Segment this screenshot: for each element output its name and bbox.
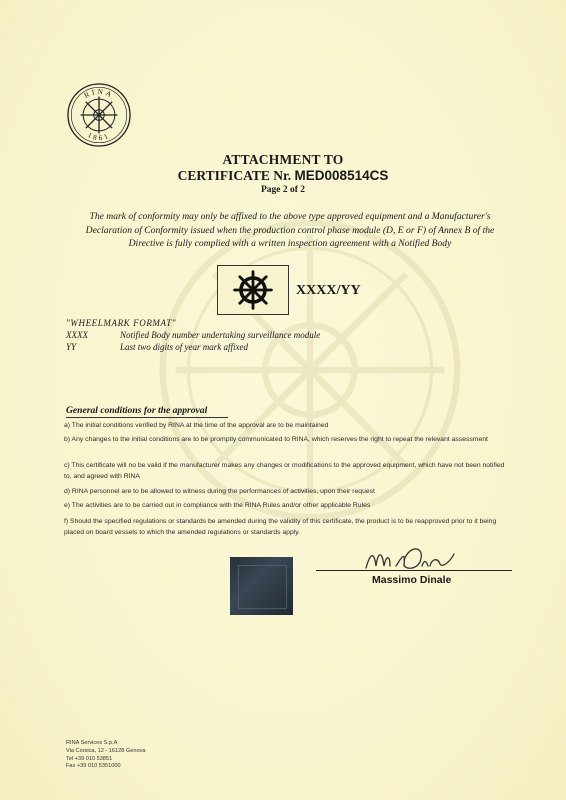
wheelmark-box bbox=[217, 265, 289, 315]
wheelmark-row bbox=[66, 330, 320, 340]
footer-line: Via Corsica, 12 - 16128 Genova bbox=[66, 747, 146, 754]
title-line-1: ATTACHMENT TO bbox=[222, 152, 344, 167]
condition-item: a) The initial conditions verified by RINA at the time of the approval are to be maintained bbox=[64, 422, 329, 429]
condition-item: c) This certificate will no be valid if the manufacturer makes any changes or modifications to the approved equipment, which have not been notified to, and agreed with RINA bbox=[64, 462, 505, 480]
ship-wheel-icon bbox=[233, 270, 273, 310]
condition-item: d) RINA personnel are to be allowed to witness during the performances of activities, upon their request bbox=[64, 488, 375, 495]
general-conditions-underline bbox=[66, 417, 228, 418]
footer-address bbox=[66, 740, 146, 771]
wheelmark-key: YY bbox=[66, 342, 77, 352]
wheelmark-value: Notified Body number undertaking surveillance module bbox=[120, 330, 321, 340]
hologram-stamp-border bbox=[238, 565, 287, 609]
wheelmark-format-title: "WHEELMARK FORMAT" bbox=[66, 318, 177, 328]
footer-line: Fax +39 010 5351000 bbox=[66, 763, 121, 770]
signatory-name: Massimo Dinale bbox=[372, 574, 452, 586]
certificate-number: MED008514CS bbox=[294, 168, 389, 183]
footer-line: RINA Services S.p.A bbox=[66, 740, 118, 746]
intro-paragraph: The mark of conformity may only be affixed to the above type approved equipment and a Manufacturer's Declaration of Conformity issued when the production control phase module (D, E or F) of Annex B of the Directive is fully complied with a written inspection agreement with a Notified Body bbox=[85, 211, 495, 250]
title-line-2 bbox=[0, 168, 566, 184]
logo-bottom-text: 1861 bbox=[86, 131, 112, 143]
wheelmark-key: XXXX bbox=[66, 330, 88, 340]
wheelmark-value: Last two digits of year mark affixed bbox=[120, 342, 248, 352]
wheelmark-row bbox=[66, 342, 248, 352]
logo-top-text: RINA bbox=[82, 87, 116, 100]
condition-item: b) Any changes to the initial conditions are to be promptly communicated to RINA, which reserves the right to repeat the relevant assessment bbox=[64, 436, 488, 443]
hologram-stamp bbox=[230, 557, 293, 615]
footer-line: Tel +39 010 53851 bbox=[66, 755, 113, 762]
page-number: Page 2 of 2 bbox=[260, 185, 306, 195]
condition-item: f) Should the specified regulations or standards be amended during the validity of this certificate, the product is to be reapproved prior to it being placed on board vessels to which the amended regulations or standards apply. bbox=[64, 518, 497, 536]
general-conditions-title: General conditions for the approval bbox=[66, 405, 208, 416]
signature-line bbox=[316, 570, 512, 571]
certificate-label: CERTIFICATE Nr. bbox=[177, 168, 292, 183]
condition-item: e) The activities are to be carried out in compliance with the RINA Rules and/or other applicable Rules bbox=[64, 502, 371, 509]
rina-logo-icon bbox=[66, 82, 132, 148]
mark-code: XXXX/YY bbox=[296, 283, 361, 298]
